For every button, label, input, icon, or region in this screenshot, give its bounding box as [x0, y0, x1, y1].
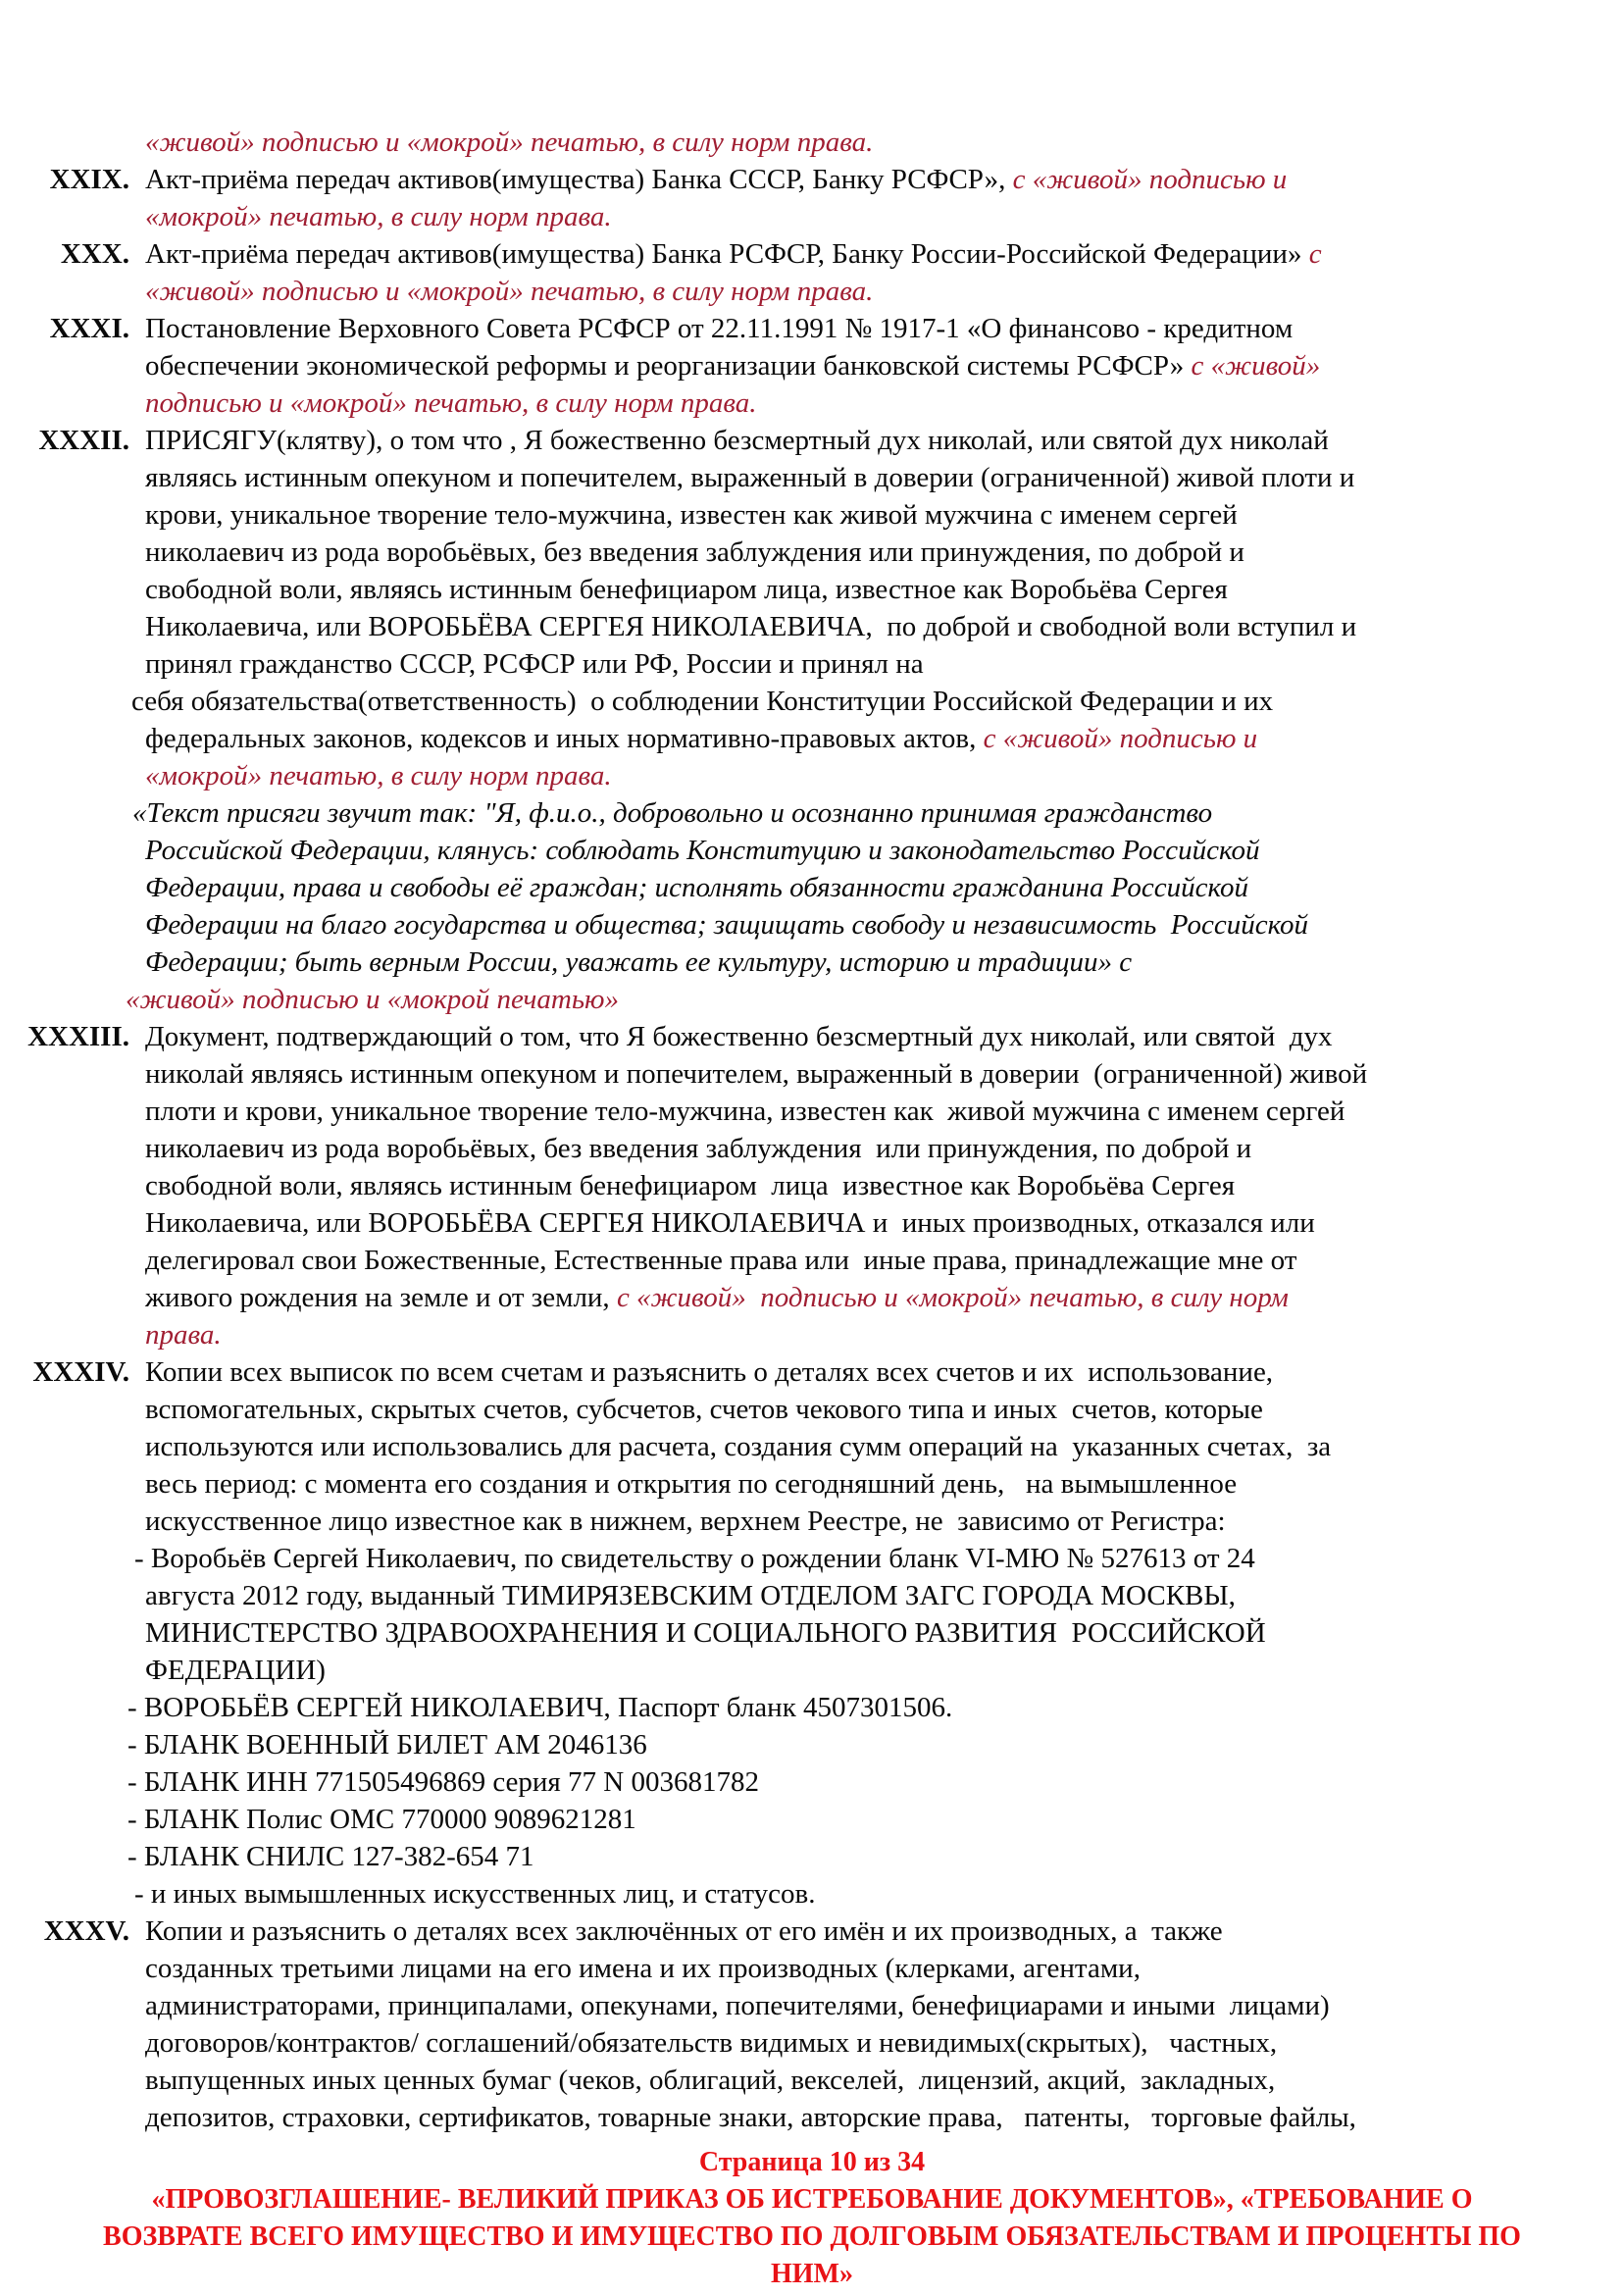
text-run: живого рождения на земле и от земли, [145, 1282, 617, 1313]
text-line [0, 1167, 1624, 1204]
text-run: свободной воли, являясь истинным бенефициаром лица, известное как Воробьёва Сергея [145, 574, 1228, 605]
red-italic-run: «мокрой» печатью, в силу норм права. [145, 760, 612, 791]
text-run: плоти и крови, уникальное творение тело-мужчина, известен как живой мужчина с именем сергей [145, 1096, 1345, 1127]
text-line [0, 1838, 1624, 1875]
text-line [0, 1577, 1624, 1614]
text-run: обеспечении экономической реформы и реорганизации банковской системы РСФСР» [145, 350, 1192, 382]
text-line [0, 1316, 1624, 1353]
text-run: себя обязательства(ответственность) о соблюдении Конституции Российской Федерации и их [131, 686, 1274, 717]
text-line [0, 794, 1624, 832]
list-item [0, 1913, 1624, 2136]
text-line [0, 2024, 1624, 2062]
text-run: являясь истинным опекуном и попечителем, выраженный в доверии (ограниченной) живой плоти и [145, 462, 1355, 493]
text-line [0, 459, 1624, 496]
text-run: ПРИСЯГУ(клятву), о том что , Я божественно безсмертный дух николай, или святой дух николай [145, 425, 1329, 456]
text-line [0, 1652, 1624, 1689]
text-run: делегировал свои Божественные, Естественные права или иные права, принадлежащие мне от [145, 1245, 1297, 1276]
text-run: созданных третьими лицами на его имена и их производных (клерками, агентами, [145, 1953, 1141, 1984]
text-line [0, 608, 1624, 645]
text-run: - Воробьёв Сергей Николаевич, по свидетельству о рождении бланк VI-МЮ № 527613 от 24 [134, 1543, 1255, 1574]
text-line [0, 1242, 1624, 1279]
text-line [0, 1055, 1624, 1093]
italic-run: Федерации на благо государства и общества; защищать свободу и независимость Российской [145, 909, 1309, 941]
text-run: МИНИСТЕРСТВО ЗДРАВООХРАНЕНИЯ И СОЦИАЛЬНОГО РАЗВИТИЯ РОССИЙСКОЙ [145, 1617, 1266, 1649]
text-line [0, 235, 1624, 273]
text-run: искусственное лицо известное как в нижнем, верхнем Реестре, не зависимо от Регистра: [145, 1505, 1226, 1537]
red-italic-run: права. [145, 1319, 222, 1351]
text-line [0, 273, 1624, 310]
text-line [0, 1465, 1624, 1503]
red-italic-run: «мокрой» печатью, в силу норм права. [145, 201, 612, 232]
text-run: Копии и разъяснить о деталях всех заключённых от его имён и их производных, а также [145, 1915, 1223, 1947]
italic-run: Федерации; быть верным России, уважать ее культуру, историю и традиции» с [145, 946, 1133, 978]
item-numeral: XXXIII. [27, 1021, 129, 1052]
item-numeral: XXXII. [38, 425, 129, 456]
text-line [0, 1279, 1624, 1316]
red-italic-run: с [1308, 238, 1322, 270]
text-line [0, 1726, 1624, 1763]
text-run: Николаевича, или ВОРОБЬЁВА СЕРГЕЯ НИКОЛАЕВИЧА, по доброй и свободной воли вступил и [145, 611, 1357, 642]
document-title-line: ВОЗВРАТЕ ВСЕГО ИМУЩЕСТВО И ИМУЩЕСТВО ПО ДОЛГОВЫМ ОБЯЗАТЕЛЬСТВАМ И ПРОЦЕНТЫ ПО [103, 2221, 1521, 2252]
red-italic-run: подписью и «мокрой» печатью, в силу норм права. [145, 387, 757, 419]
text-run: федеральных законов, кодексов и иных нормативно-правовых актов, [145, 723, 984, 754]
text-line [0, 1801, 1624, 1838]
text-line [0, 869, 1624, 906]
text-run: депозитов, страховки, сертификатов, товарные знаки, авторские права, патенты, торговые файлы, [145, 2102, 1356, 2133]
list-item [0, 235, 1624, 310]
text-line [0, 422, 1624, 459]
text-line [0, 161, 1624, 198]
text-line [0, 1540, 1624, 1577]
item-numeral: XXX. [60, 238, 129, 270]
text-run: августа 2012 году, выданный ТИМИРЯЗЕВСКИМ ОТДЕЛОМ ЗАГС ГОРОДА МОСКВЫ, [145, 1580, 1236, 1611]
red-italic-run: с «живой» подписью и [983, 723, 1258, 754]
text-line [0, 2062, 1624, 2099]
red-italic-run: с «живой» [1191, 350, 1321, 382]
text-run: договоров/контрактов/ соглашений/обязательств видимых и невидимых(скрытых), частных, [145, 2027, 1278, 2059]
list-item [0, 1018, 1624, 1353]
text-line [0, 1614, 1624, 1652]
text-line [0, 496, 1624, 534]
text-run: николай являясь истинным опекуном и попечителем, выраженный в доверии (ограниченной) живой [145, 1058, 1368, 1090]
text-line [0, 683, 1624, 720]
text-run: крови, уникальное творение тело-мужчина, известен как живой мужчина с именем сергей [145, 499, 1238, 531]
text-run: - БЛАНК ИНН 771505496869 серия 77 N 003681782 [127, 1766, 759, 1798]
text-line [0, 534, 1624, 571]
item-numeral: XXIX. [49, 164, 129, 195]
list-item [0, 124, 1624, 161]
red-italic-run: «живой» подписью и «мокрой» печатью, в силу норм права. [145, 127, 874, 158]
text-line [0, 645, 1624, 683]
text-line [0, 1875, 1624, 1913]
text-run: Акт-приёма передач активов(имущества) Банка РСФСР, Банку России-Российской Федерации» [145, 238, 1309, 270]
document-title-line: «ПРОВОЗГЛАШЕНИЕ- ВЕЛИКИЙ ПРИКАЗ ОБ ИСТРЕБОВАНИЕ ДОКУМЕНТОВ», «ТРЕБОВАНИЕ О [151, 2184, 1473, 2215]
text-line [0, 1913, 1624, 1950]
red-italic-run: с «живой» подписью и [1012, 164, 1288, 195]
text-run: Документ, подтверждающий о том, что Я божественно безсмертный дух николай, или святой дух [145, 1021, 1333, 1052]
item-numeral: XXXV. [43, 1915, 129, 1947]
text-line [0, 124, 1624, 161]
text-line [0, 1391, 1624, 1428]
italic-run: Федерации, права и свободы её граждан; исполнять обязанности гражданина Российской [145, 872, 1248, 903]
text-line [0, 757, 1624, 794]
item-numeral: XXXI. [49, 313, 129, 344]
text-run: администраторами, принципалами, опекунами, попечителями, бенефициарами и иными лицами) [145, 1990, 1330, 2021]
text-line [0, 571, 1624, 608]
text-line [0, 1763, 1624, 1801]
text-run: весь период: с момента его создания и открытия по сегодняшний день, на вымышленное [145, 1468, 1238, 1500]
text-run: Акт-приёма передач активов(имущества) Банка СССР, Банку РСФСР», [145, 164, 1013, 195]
text-run: вспомогательных, скрытых счетов, субсчетов, счетов чекового типа и иных счетов, которые [145, 1394, 1263, 1425]
list-item [0, 422, 1624, 794]
text-line [0, 2099, 1624, 2136]
text-line [0, 347, 1624, 384]
red-italic-run: с «живой» подписью и «мокрой» печатью, в силу норм [616, 1282, 1289, 1313]
text-line [0, 198, 1624, 235]
text-run: - БЛАНК СНИЛС 127-382-654 71 [127, 1841, 534, 1872]
italic-run: «Текст присяги звучит так: "Я, ф.и.о., добровольно и осознанно принимая гражданство [132, 797, 1213, 829]
text-line [0, 906, 1624, 944]
text-line [0, 1130, 1624, 1167]
text-run: - БЛАНК Полис ОМС 770000 9089621281 [127, 1804, 636, 1835]
red-italic-run: «живой» подписью и «мокрой печатью» [126, 984, 619, 1015]
italic-run: Российской Федерации, клянусь: соблюдать Конституцию и законодательство Российской [145, 835, 1260, 866]
text-line [0, 981, 1624, 1018]
text-run: - БЛАНК ВОЕННЫЙ БИЛЕТ АМ 2046136 [127, 1729, 647, 1760]
text-line [0, 1204, 1624, 1242]
text-run: николаевич из рода воробьёвых, без введения заблуждения или принуждения, по доброй и [145, 1133, 1252, 1164]
list-item [0, 794, 1624, 1018]
text-line [0, 310, 1624, 347]
text-line [0, 1353, 1624, 1391]
item-numeral: XXXIV. [32, 1356, 129, 1388]
red-italic-run: «живой» подписью и «мокрой» печатью, в силу норм права. [145, 276, 874, 307]
text-line [0, 1018, 1624, 1055]
page-footer [0, 2144, 1624, 2293]
items-list [0, 124, 1624, 2136]
text-run: николаевич из рода воробьёвых, без введения заблуждения или принуждения, по доброй и [145, 536, 1244, 568]
text-run: ФЕДЕРАЦИИ) [145, 1655, 326, 1686]
text-run: Постановление Верховного Совета РСФСР от 22.11.1991 № 1917-1 «О финансово - кредитном [145, 313, 1294, 344]
text-line [0, 1987, 1624, 2024]
text-run: - ВОРОБЬЁВ СЕРГЕЙ НИКОЛАЕВИЧ, Паспорт бланк 4507301506. [127, 1692, 953, 1723]
list-item [0, 1353, 1624, 1913]
document-title-line: НИМ» [771, 2259, 853, 2289]
text-run: Копии всех выписок по всем счетам и разъяснить о деталях всех счетов и их использование, [145, 1356, 1274, 1388]
list-item [0, 161, 1624, 235]
text-run: Николаевича, или ВОРОБЬЁВА СЕРГЕЯ НИКОЛАЕВИЧА и иных производных, отказался или [145, 1207, 1315, 1239]
text-line [0, 384, 1624, 422]
text-line [0, 1950, 1624, 1987]
text-run: выпущенных иных ценных бумаг (чеков, облигаций, векселей, лицензий, акций, закладных, [145, 2065, 1276, 2096]
text-line [0, 944, 1624, 981]
text-run: свободной воли, являясь истинным бенефициаром лица известное как Воробьёва Сергея [145, 1170, 1236, 1201]
text-line [0, 1503, 1624, 1540]
text-line [0, 720, 1624, 757]
text-line [0, 1689, 1624, 1726]
text-run: - и иных вымышленных искусственных лиц, и статусов. [134, 1878, 816, 1910]
text-run: используются или использовались для расчета, создания сумм операций на указанных счетах, за [145, 1431, 1332, 1462]
text-line [0, 832, 1624, 869]
page-number: Страница 10 из 34 [698, 2147, 926, 2177]
text-line [0, 1093, 1624, 1130]
text-run: принял гражданство СССР, РСФСР или РФ, России и принял на [145, 648, 924, 680]
text-line [0, 1428, 1624, 1465]
list-item [0, 310, 1624, 422]
